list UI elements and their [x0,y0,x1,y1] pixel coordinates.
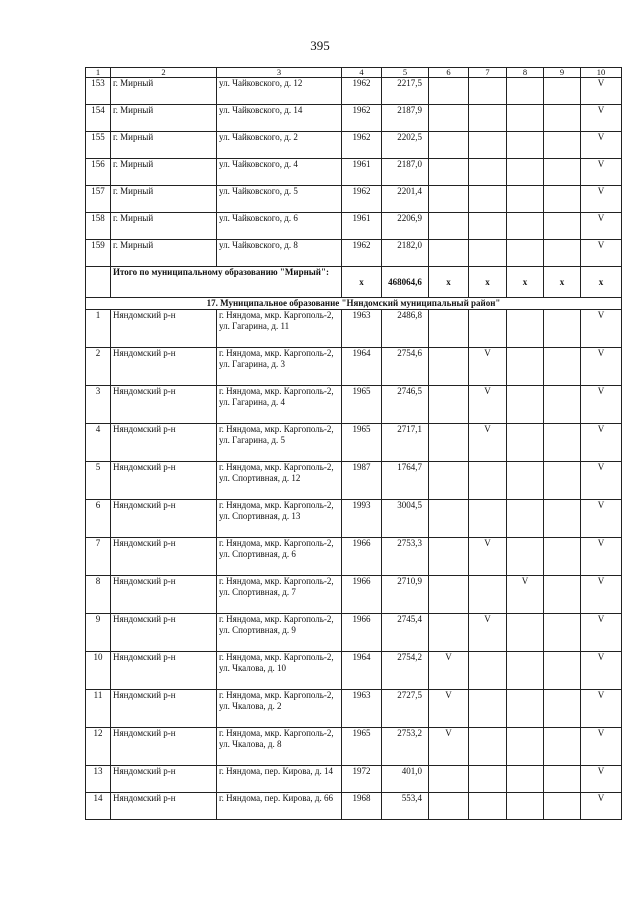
cell-c10: V [581,159,622,186]
cell-c10: V [581,576,622,614]
cell-c7: V [469,348,507,386]
cell-c6 [429,213,469,240]
cell-mun: Няндомский р-н [111,500,217,538]
cell-area: 2217,5 [382,78,429,105]
cell-c7 [469,500,507,538]
cell-area: 2754,6 [382,348,429,386]
table-row [86,793,622,820]
cell-year: 1962 [342,105,382,132]
table-row [86,766,622,793]
cell-c8 [507,690,544,728]
cell-mun: Няндомский р-н [111,793,217,820]
cell-mun: г. Мирный [111,78,217,105]
cell-c10: V [581,424,622,462]
cell-n: 5 [86,462,111,500]
cell-addr: ул. Чайковского, д. 5 [217,186,342,213]
table-row [86,690,622,728]
cell-addr: ул. Чайковского, д. 12 [217,78,342,105]
cell-area: 1764,7 [382,462,429,500]
cell-c8 [507,538,544,576]
cell-n: 10 [86,652,111,690]
total-empty-cell [86,267,111,298]
table-row [86,614,622,652]
cell-c6 [429,105,469,132]
cell-mun: г. Мирный [111,132,217,159]
table-row [86,652,622,690]
cell-c7: V [469,386,507,424]
cell-c9 [544,424,581,462]
cell-addr: г. Няндома, пер. Кирова, д. 14 [217,766,342,793]
cell-addr: г. Няндома, мкр. Каргополь-2, ул. Спортивная, д. 9 [217,614,342,652]
cell-mun: г. Мирный [111,159,217,186]
cell-c7 [469,132,507,159]
cell-n: 11 [86,690,111,728]
cell-area: 2206,9 [382,213,429,240]
cell-c9 [544,652,581,690]
cell-c9 [544,105,581,132]
cell-year: 1965 [342,386,382,424]
cell-c7 [469,462,507,500]
cell-area: 2201,4 [382,186,429,213]
cell-c8 [507,348,544,386]
header-cell: 6 [429,68,469,78]
cell-c8 [507,213,544,240]
cell-c6 [429,766,469,793]
cell-c8 [507,386,544,424]
cell-addr: г. Няндома, пер. Кирова, д. 66 [217,793,342,820]
cell-n: 156 [86,159,111,186]
cell-mun: Няндомский р-н [111,348,217,386]
cell-addr: г. Няндома, мкр. Каргополь-2, ул. Спортивная, д. 13 [217,500,342,538]
total-year: x [342,267,382,298]
cell-c9 [544,766,581,793]
cell-c6 [429,159,469,186]
cell-addr: г. Няндома, мкр. Каргополь-2, ул. Спортивная, д. 7 [217,576,342,614]
section-row [86,298,622,310]
cell-addr: г. Няндома, мкр. Каргополь-2, ул. Гагарина, д. 3 [217,348,342,386]
table-row [86,538,622,576]
cell-c7: V [469,424,507,462]
cell-mun: Няндомский р-н [111,386,217,424]
cell-area: 2727,5 [382,690,429,728]
cell-c6 [429,348,469,386]
cell-mun: г. Мирный [111,186,217,213]
cell-c9 [544,538,581,576]
cell-n: 4 [86,424,111,462]
table-row [86,348,622,386]
cell-c9 [544,690,581,728]
cell-addr: г. Няндома, мкр. Каргополь-2, ул. Чкалова, д. 2 [217,690,342,728]
cell-c9 [544,310,581,348]
cell-c7 [469,728,507,766]
cell-c10: V [581,538,622,576]
cell-c10: V [581,500,622,538]
cell-year: 1964 [342,348,382,386]
cell-c10: V [581,78,622,105]
cell-c9 [544,348,581,386]
table-row [86,462,622,500]
header-cell: 10 [581,68,622,78]
header-cell: 7 [469,68,507,78]
cell-year: 1993 [342,500,382,538]
cell-year: 1966 [342,576,382,614]
cell-c10: V [581,105,622,132]
cell-c8 [507,310,544,348]
cell-c9 [544,240,581,267]
cell-c6 [429,538,469,576]
cell-area: 2187,9 [382,105,429,132]
cell-year: 1965 [342,424,382,462]
cell-c10: V [581,310,622,348]
cell-c6 [429,186,469,213]
cell-c8 [507,500,544,538]
cell-n: 12 [86,728,111,766]
table-row [86,132,622,159]
table-row [86,424,622,462]
cell-mun: г. Мирный [111,240,217,267]
cell-c10: V [581,462,622,500]
cell-c6 [429,462,469,500]
cell-c10: V [581,728,622,766]
cell-c8 [507,614,544,652]
cell-c9 [544,462,581,500]
cell-year: 1961 [342,213,382,240]
table-row [86,240,622,267]
cell-c7 [469,159,507,186]
column-number-header [86,68,622,78]
cell-c9 [544,132,581,159]
cell-area: 3004,5 [382,500,429,538]
cell-mun: Няндомский р-н [111,614,217,652]
cell-c6 [429,240,469,267]
cell-mun: Няндомский р-н [111,462,217,500]
cell-year: 1962 [342,186,382,213]
cell-addr: г. Няндома, мкр. Каргополь-2, ул. Чкалова, д. 10 [217,652,342,690]
cell-area: 2182,0 [382,240,429,267]
cell-year: 1962 [342,240,382,267]
total-c10: x [581,267,622,298]
cell-year: 1964 [342,652,382,690]
cell-c6: V [429,652,469,690]
cell-year: 1963 [342,310,382,348]
cell-c7: V [469,614,507,652]
cell-c6: V [429,728,469,766]
total-area: 468064,6 [382,267,429,298]
table-row [86,213,622,240]
cell-n: 153 [86,78,111,105]
cell-area: 2753,3 [382,538,429,576]
cell-c10: V [581,386,622,424]
cell-c9 [544,576,581,614]
cell-n: 6 [86,500,111,538]
cell-c8 [507,728,544,766]
cell-c7: V [469,538,507,576]
cell-addr: г. Няндома, мкр. Каргополь-2, ул. Спортивная, д. 12 [217,462,342,500]
cell-addr: г. Няндома, мкр. Каргополь-2, ул. Спортивная, д. 6 [217,538,342,576]
cell-c7 [469,105,507,132]
cell-n: 159 [86,240,111,267]
cell-c7 [469,78,507,105]
cell-area: 2753,2 [382,728,429,766]
cell-c6 [429,614,469,652]
cell-c6 [429,793,469,820]
cell-area: 553,4 [382,793,429,820]
cell-c9 [544,213,581,240]
cell-n: 7 [86,538,111,576]
cell-c6 [429,310,469,348]
cell-area: 2187,0 [382,159,429,186]
cell-year: 1962 [342,78,382,105]
total-row [86,267,622,298]
cell-n: 2 [86,348,111,386]
cell-area: 2717,1 [382,424,429,462]
table-row [86,576,622,614]
cell-mun: г. Мирный [111,213,217,240]
cell-c10: V [581,240,622,267]
cell-mun: Няндомский р-н [111,538,217,576]
cell-c9 [544,614,581,652]
cell-year: 1966 [342,614,382,652]
cell-c6 [429,386,469,424]
header-cell: 8 [507,68,544,78]
cell-c6 [429,424,469,462]
header-cell: 3 [217,68,342,78]
cell-c10: V [581,652,622,690]
table-row [86,386,622,424]
cell-mun: Няндомский р-н [111,576,217,614]
cell-c6 [429,500,469,538]
cell-mun: Няндомский р-н [111,424,217,462]
header-cell: 1 [86,68,111,78]
cell-year: 1972 [342,766,382,793]
header-cell: 4 [342,68,382,78]
cell-addr: г. Няндома, мкр. Каргополь-2, ул. Гагарина, д. 11 [217,310,342,348]
cell-c10: V [581,186,622,213]
cell-c8 [507,159,544,186]
cell-c10: V [581,213,622,240]
table-row [86,500,622,538]
cell-mun: Няндомский р-н [111,766,217,793]
total-c8: x [507,267,544,298]
cell-c8 [507,240,544,267]
cell-area: 2710,9 [382,576,429,614]
cell-mun: г. Мирный [111,105,217,132]
table-row [86,159,622,186]
cell-c10: V [581,348,622,386]
cell-c8: V [507,576,544,614]
page-number: 395 [310,38,330,53]
cell-n: 8 [86,576,111,614]
cell-area: 2754,2 [382,652,429,690]
cell-c7 [469,576,507,614]
table-row [86,78,622,105]
cell-n: 157 [86,186,111,213]
table-row [86,186,622,213]
cell-n: 1 [86,310,111,348]
cell-year: 1968 [342,793,382,820]
cell-c8 [507,652,544,690]
cell-c9 [544,78,581,105]
cell-c6 [429,78,469,105]
total-c9: x [544,267,581,298]
cell-addr: ул. Чайковского, д. 4 [217,159,342,186]
cell-c8 [507,78,544,105]
total-label: Итого по муниципальному образованию "Мирный": [111,267,342,298]
cell-c8 [507,793,544,820]
cell-year: 1965 [342,728,382,766]
cell-n: 13 [86,766,111,793]
cell-year: 1987 [342,462,382,500]
housing-table [85,67,622,820]
cell-year: 1962 [342,132,382,159]
cell-c6: V [429,690,469,728]
cell-c8 [507,462,544,500]
cell-c9 [544,500,581,538]
cell-year: 1963 [342,690,382,728]
cell-mun: Няндомский р-н [111,728,217,766]
cell-c8 [507,424,544,462]
table-row [86,310,622,348]
cell-mun: Няндомский р-н [111,690,217,728]
cell-area: 401,0 [382,766,429,793]
cell-c7 [469,793,507,820]
cell-c9 [544,728,581,766]
table-row [86,728,622,766]
cell-n: 155 [86,132,111,159]
cell-n: 9 [86,614,111,652]
cell-c8 [507,132,544,159]
cell-c7 [469,766,507,793]
cell-year: 1966 [342,538,382,576]
cell-c7 [469,690,507,728]
cell-c9 [544,186,581,213]
cell-c6 [429,576,469,614]
cell-c7 [469,652,507,690]
cell-area: 2746,5 [382,386,429,424]
cell-addr: г. Няндома, мкр. Каргополь-2, ул. Гагарина, д. 5 [217,424,342,462]
cell-c7 [469,310,507,348]
cell-n: 3 [86,386,111,424]
cell-addr: ул. Чайковского, д. 6 [217,213,342,240]
cell-year: 1961 [342,159,382,186]
cell-c7 [469,186,507,213]
cell-c10: V [581,766,622,793]
section-title: 17. Муниципальное образование "Няндомский муниципальный район" [86,298,622,310]
cell-addr: г. Няндома, мкр. Каргополь-2, ул. Чкалова, д. 8 [217,728,342,766]
header-cell: 2 [111,68,217,78]
header-cell: 9 [544,68,581,78]
cell-addr: г. Няндома, мкр. Каргополь-2, ул. Гагарина, д. 4 [217,386,342,424]
cell-c8 [507,186,544,213]
cell-c10: V [581,793,622,820]
cell-mun: Няндомский р-н [111,652,217,690]
cell-n: 158 [86,213,111,240]
cell-c9 [544,793,581,820]
cell-c10: V [581,614,622,652]
cell-c9 [544,159,581,186]
cell-area: 2745,4 [382,614,429,652]
cell-addr: ул. Чайковского, д. 2 [217,132,342,159]
cell-c7 [469,240,507,267]
cell-c10: V [581,690,622,728]
cell-c8 [507,105,544,132]
cell-addr: ул. Чайковского, д. 14 [217,105,342,132]
header-cell: 5 [382,68,429,78]
cell-c6 [429,132,469,159]
cell-area: 2202,5 [382,132,429,159]
cell-c8 [507,766,544,793]
cell-c7 [469,213,507,240]
total-c6: x [429,267,469,298]
table-row [86,105,622,132]
cell-c10: V [581,132,622,159]
cell-c9 [544,386,581,424]
cell-area: 2486,8 [382,310,429,348]
cell-n: 154 [86,105,111,132]
total-c7: x [469,267,507,298]
cell-n: 14 [86,793,111,820]
cell-mun: Няндомский р-н [111,310,217,348]
cell-addr: ул. Чайковского, д. 8 [217,240,342,267]
